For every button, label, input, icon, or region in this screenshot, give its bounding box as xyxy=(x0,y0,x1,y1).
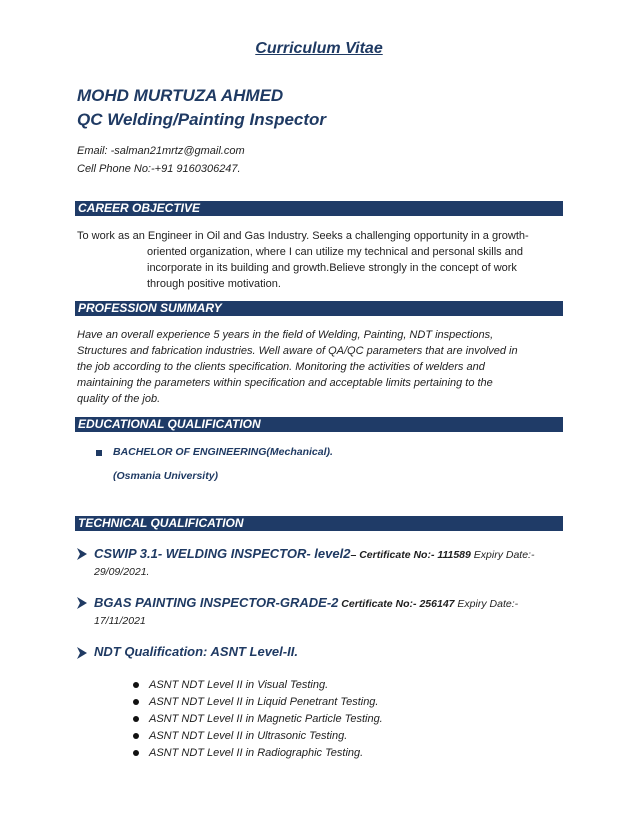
ndt-item-label: ASNT NDT Level II in Ultrasonic Testing. xyxy=(149,730,348,742)
summary-line: maintaining the parameters within specification and acceptable limits pertaining to the xyxy=(77,377,493,389)
career-line: through positive motivation. xyxy=(147,278,281,290)
summary-line: Structures and fabrication industries. Well aware of QA/QC parameters that are involved in xyxy=(77,345,518,357)
arrow-bullet-icon xyxy=(75,646,89,660)
ndt-list-item xyxy=(133,677,383,694)
profession-summary-text xyxy=(77,327,567,407)
dot-bullet-icon xyxy=(133,733,139,739)
dot-bullet-icon xyxy=(133,699,139,705)
technical-item-title: CSWIP 3.1- WELDING INSPECTOR- level2 xyxy=(94,546,351,561)
ndt-list-item xyxy=(133,745,383,762)
career-objective-text xyxy=(77,228,567,292)
document-title: Curriculum Vitae xyxy=(255,40,383,57)
technical-item-expiry-label: Expiry Date:- xyxy=(454,598,519,610)
technical-item-expiry-date: 17/11/2021 xyxy=(94,615,146,627)
technical-item-title: BGAS PAINTING INSPECTOR-GRADE-2 xyxy=(94,595,339,610)
summary-line: quality of the job. xyxy=(77,393,161,405)
square-bullet-icon xyxy=(96,450,102,456)
career-line: To work as an Engineer in Oil and Gas Industry. Seeks a challenging opportunity in a growth- xyxy=(77,230,529,242)
section-heading-career: CAREER OBJECTIVE xyxy=(75,201,563,216)
summary-line: the job according to the clients specification. Monitoring the activities of welders and xyxy=(77,361,485,373)
ndt-list-item xyxy=(133,694,383,711)
ndt-list-item xyxy=(133,728,383,745)
technical-item-cert: Certificate No:- 256147 xyxy=(338,598,455,610)
candidate-name: MOHD MURTUZA AHMED xyxy=(77,86,284,105)
ndt-list-item xyxy=(133,711,383,728)
candidate-role: QC Welding/Painting Inspector xyxy=(77,110,327,129)
ndt-item-label: ASNT NDT Level II in Radiographic Testing. xyxy=(149,747,364,759)
ndt-item-label: ASNT NDT Level II in Liquid Penetrant Testing. xyxy=(149,696,379,708)
technical-item-cert: – Certificate No:- 111589 xyxy=(350,549,471,561)
arrow-bullet-icon xyxy=(75,547,89,561)
technical-item-bgas xyxy=(94,594,564,630)
ndt-item-label: ASNT NDT Level II in Magnetic Particle Testing. xyxy=(149,713,383,725)
dot-bullet-icon xyxy=(133,716,139,722)
summary-line: Have an overall experience 5 years in the field of Welding, Painting, NDT inspections, xyxy=(77,329,494,341)
technical-item-cswip xyxy=(94,545,564,581)
career-line: oriented organization, where I can utilize my technical and personal skills and xyxy=(147,246,524,258)
dot-bullet-icon xyxy=(133,750,139,756)
arrow-bullet-icon xyxy=(75,596,89,610)
ndt-list xyxy=(133,677,383,762)
technical-item-expiry-label: Expiry Date:- xyxy=(470,549,535,561)
ndt-item-label: ASNT NDT Level II in Visual Testing. xyxy=(149,679,329,691)
education-university: (Osmania University) xyxy=(113,470,219,482)
contact-phone: Cell Phone No:-+91 9160306247. xyxy=(77,163,241,175)
technical-item-expiry-date: 29/09/2021. xyxy=(94,566,150,578)
career-line: incorporate in its building and growth.Believe strongly in the concept of work xyxy=(147,262,517,274)
dot-bullet-icon xyxy=(133,682,139,688)
section-heading-profession: PROFESSION SUMMARY xyxy=(75,301,563,316)
section-heading-technical: TECHNICAL QUALIFICATION xyxy=(75,516,563,531)
section-heading-education: EDUCATIONAL QUALIFICATION xyxy=(75,417,563,432)
contact-email: Email: -salman21mrtz@gmail.com xyxy=(77,145,245,157)
education-degree: BACHELOR OF ENGINEERING(Mechanical). xyxy=(113,446,333,458)
ndt-qualification-title: NDT Qualification: ASNT Level-II. xyxy=(94,644,298,659)
